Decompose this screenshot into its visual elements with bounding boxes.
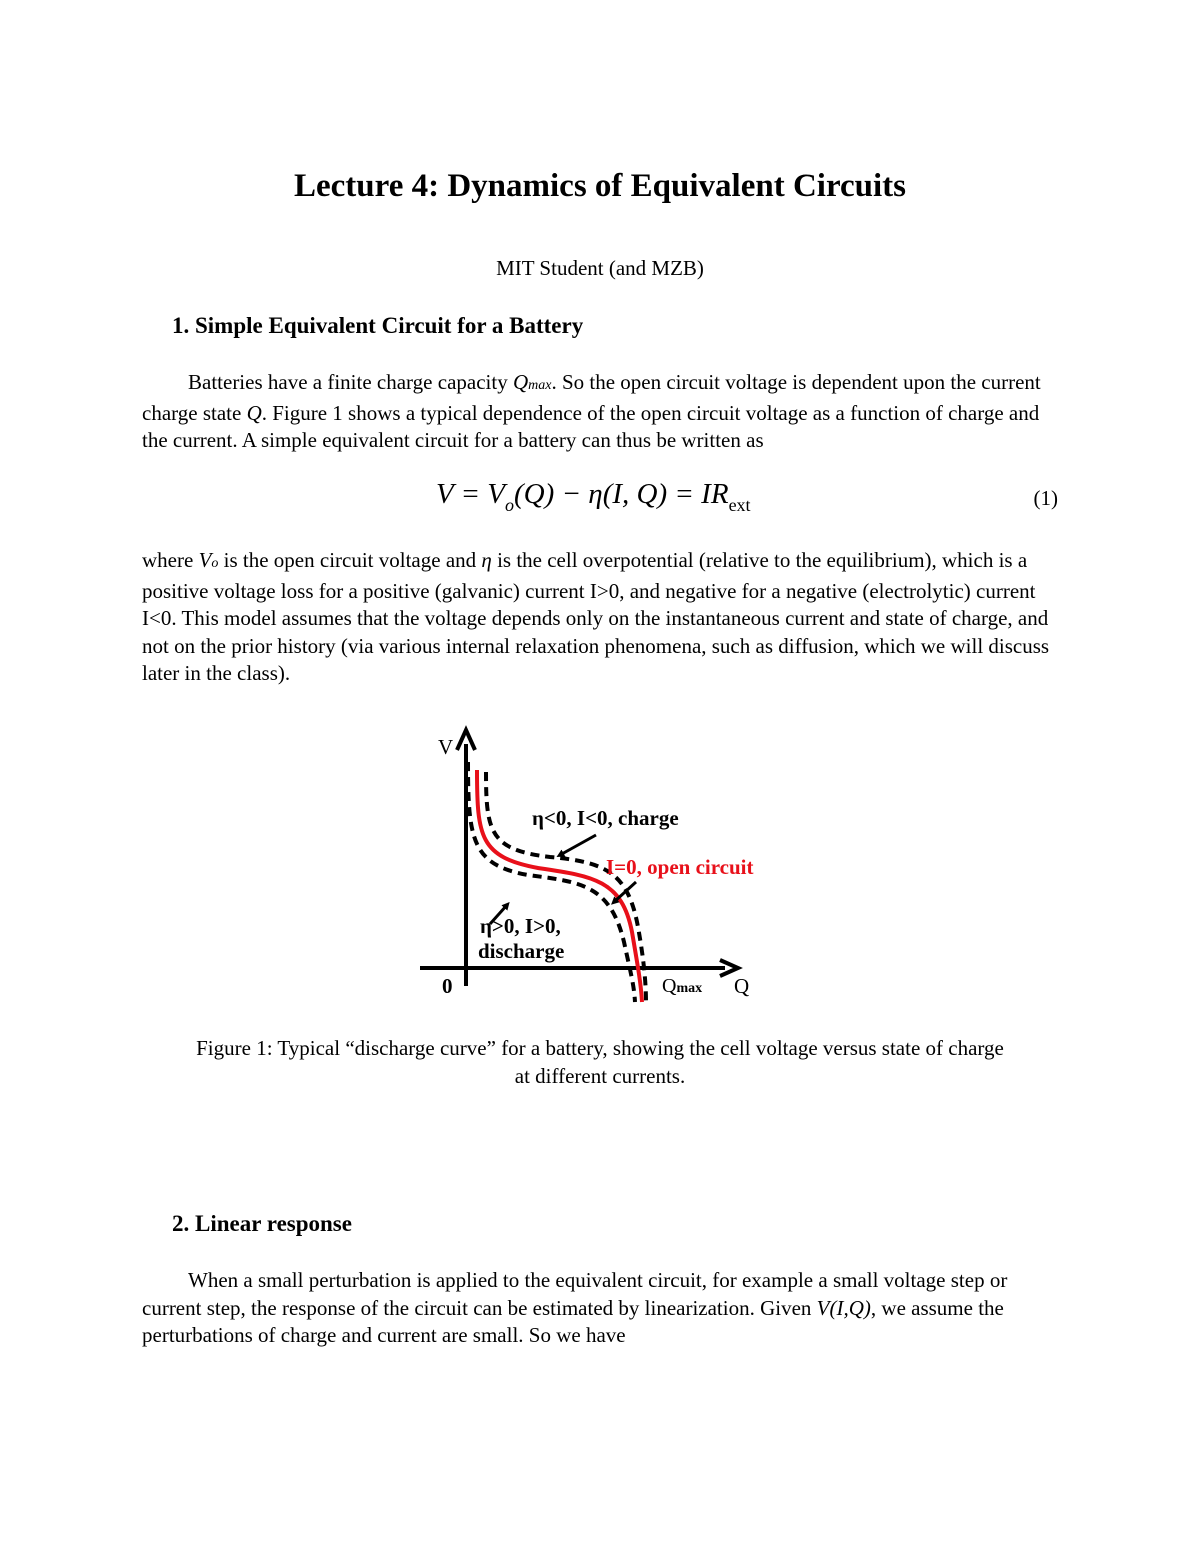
equation-number: (1) <box>1033 486 1058 510</box>
page-title: Lecture 4: Dynamics of Equivalent Circuits <box>294 168 906 204</box>
section-2-paragraph-1: When a small perturbation is applied to the equivalent circuit, for example a small voltage step or current step, the response of the circuit can be estimated by linearization. Given V(I,Q), we assume the perturbations of charge and current are small. So we have <box>142 1268 1008 1347</box>
discharge-curve-figure <box>400 722 800 1007</box>
section-1-paragraph-2: where Vo is the open circuit voltage and η is the cell overpotential (relative to the equilibrium), which is a positive voltage loss for a positive (galvanic) current I>0, and negative for a negative (electrolytic) current I<0. This model assumes that the voltage depends only on the instantaneous current and state of charge, and not on the prior history (via various internal relaxation phenomena, such as diffusion, which we will discuss later in the class). <box>142 548 1050 685</box>
x-axis-label: Q <box>734 974 750 998</box>
section-1-heading: 1. Simple Equivalent Circuit for a Battery <box>172 313 584 338</box>
figure-caption <box>0 1034 1200 1090</box>
open-circuit-label-arrow <box>614 882 636 902</box>
charge-label-arrow <box>560 835 596 855</box>
qmax-label: Qmax <box>662 975 703 997</box>
y-axis-label: V <box>438 735 454 759</box>
figure-caption-line-1: Figure 1: Typical “discharge curve” for a battery, showing the cell voltage versus state of charge <box>196 1036 1004 1060</box>
open-circuit-label: I=0, open circuit <box>606 855 754 879</box>
discharge-label-line-2: discharge <box>478 939 565 963</box>
section-2-heading: 2. Linear response <box>172 1211 352 1236</box>
discharge-label-line-1: η>0, I>0, <box>480 914 561 938</box>
origin-label: 0 <box>442 974 453 998</box>
section-1-paragraph-1: Batteries have a finite charge capacity Qmax. So the open circuit voltage is dependent upon the current charge state Q. Figure 1 shows a typical dependence of the open circuit voltage as a function of charge and the current. A simple equivalent circuit for a battery can thus be written as <box>142 370 1041 452</box>
author-line: MIT Student (and MZB) <box>496 256 704 280</box>
charge-label: η<0, I<0, charge <box>532 806 679 830</box>
figure-caption-line-2: at different currents. <box>514 1064 686 1088</box>
equation-1: $V = V_o(Q) - \eta(I$, $Q) = IR_{ext}$ (1) <box>436 478 1058 515</box>
